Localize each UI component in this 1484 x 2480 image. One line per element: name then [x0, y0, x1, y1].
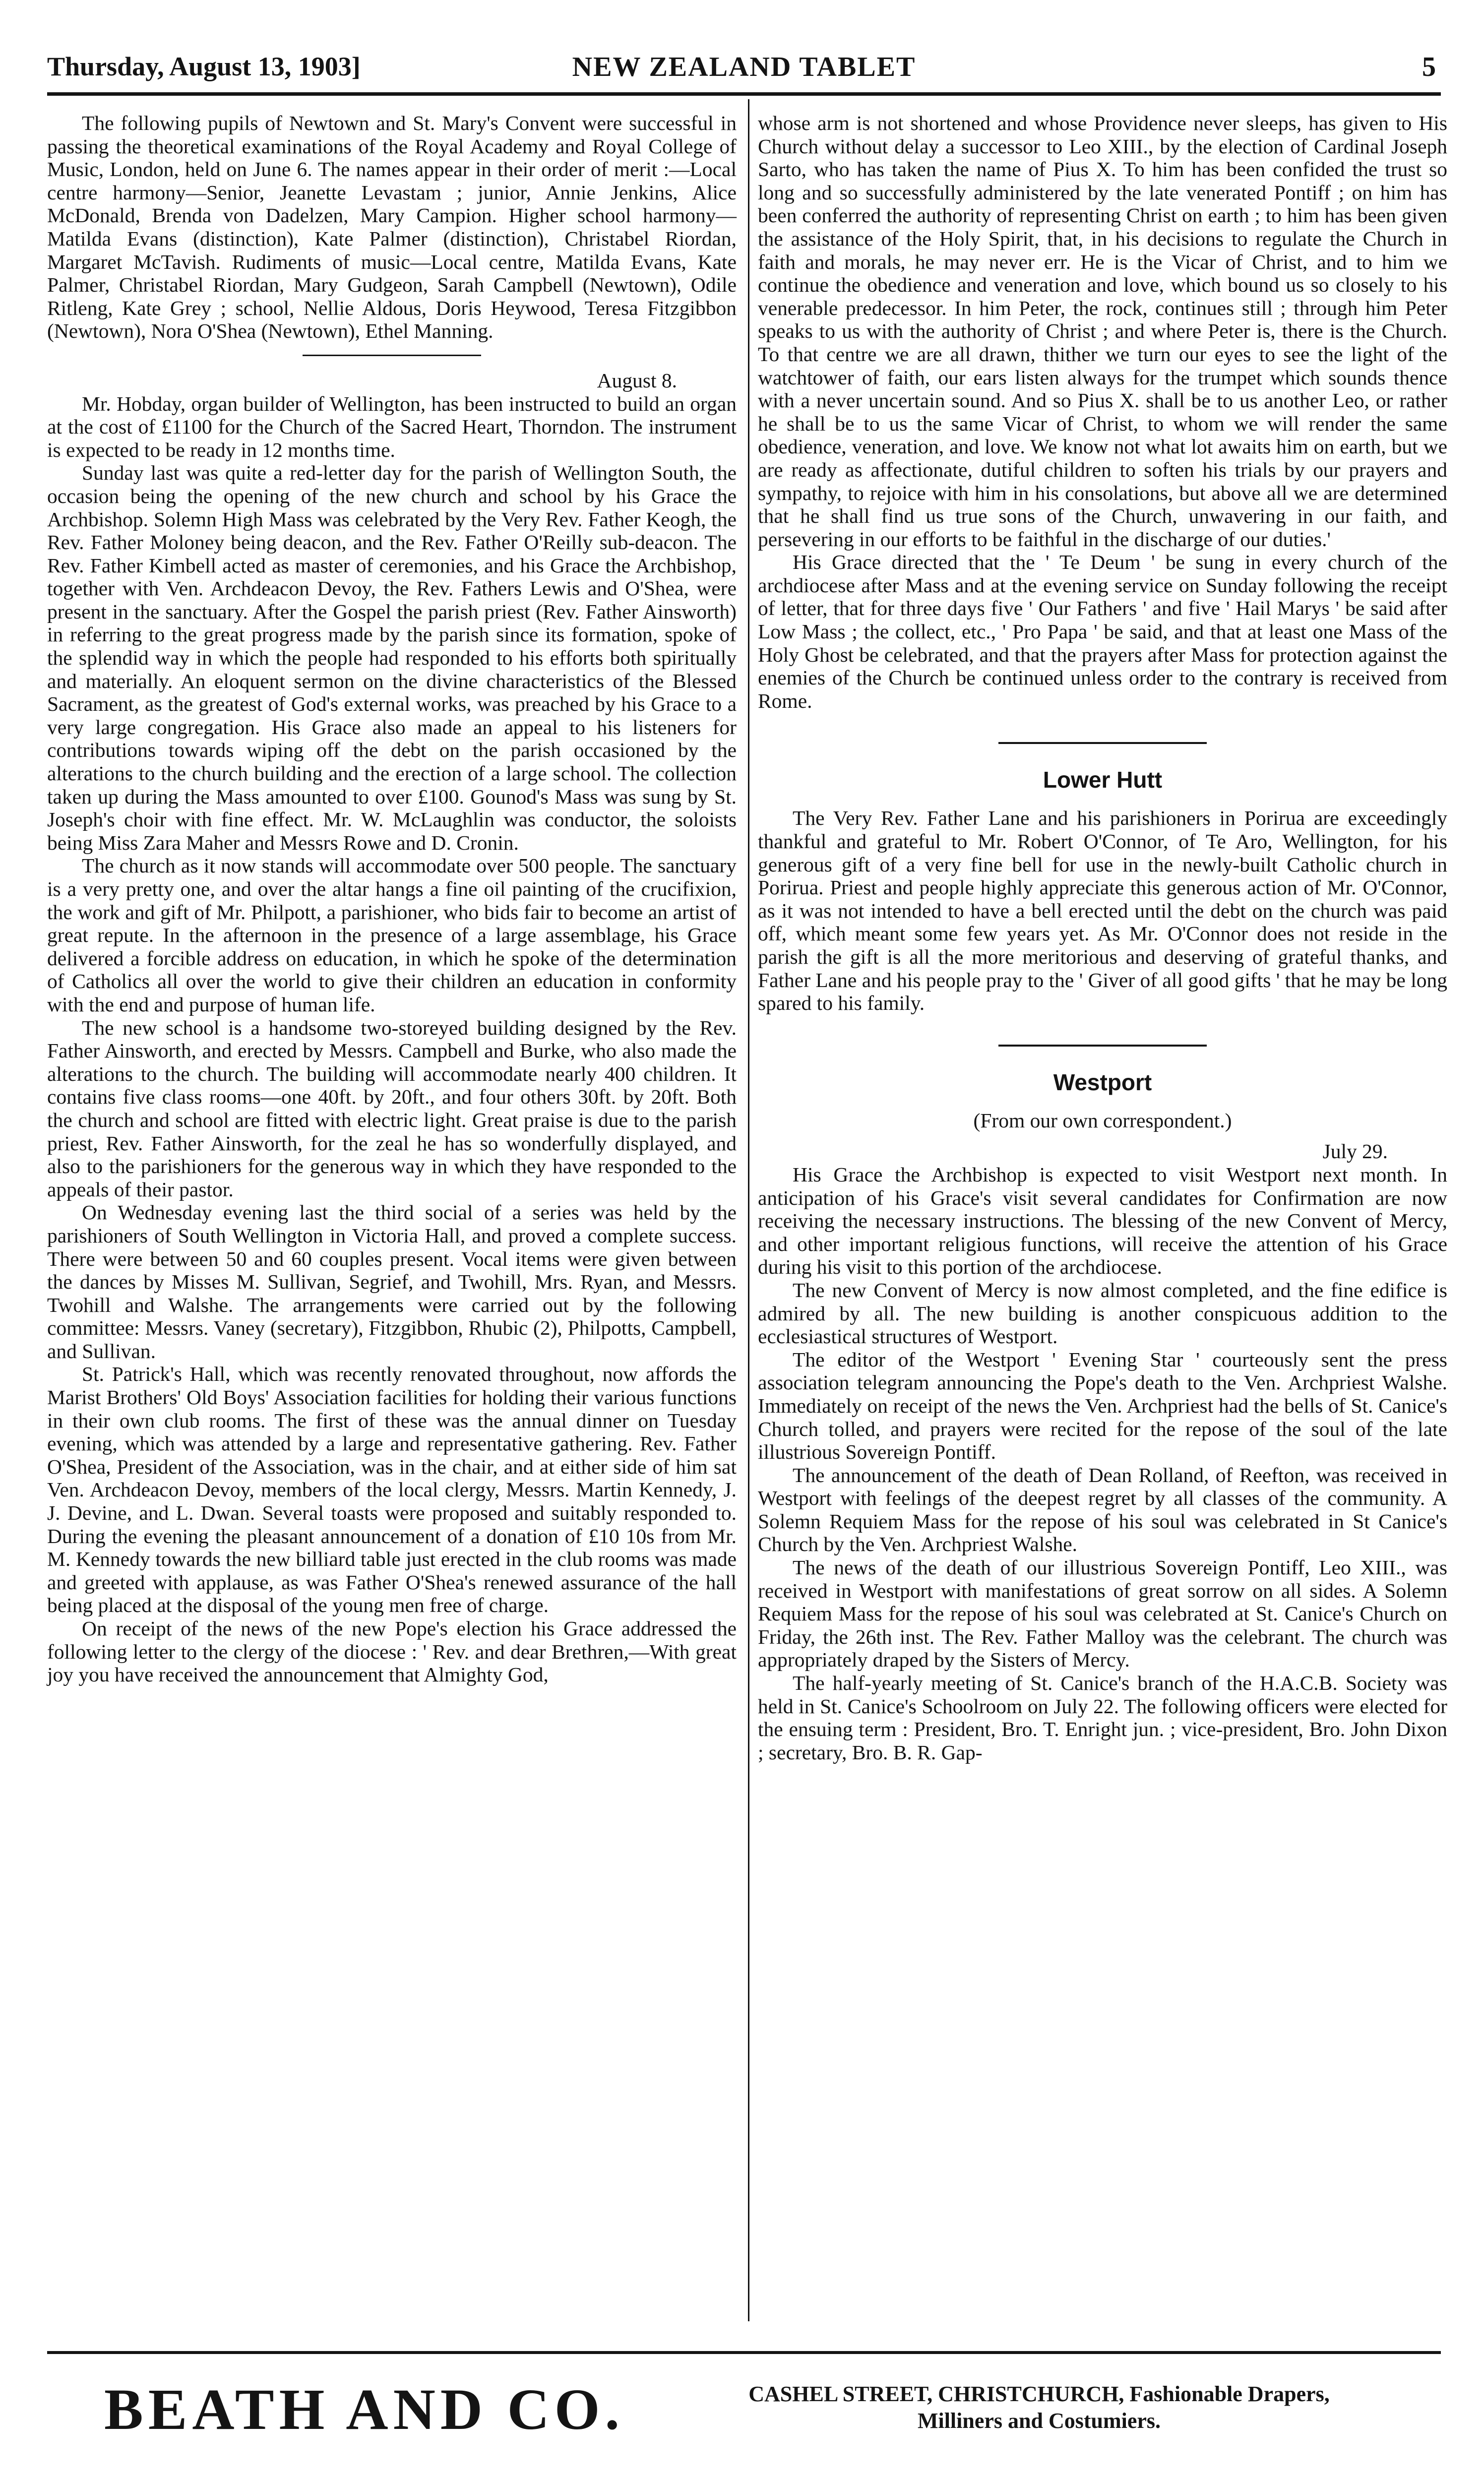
- right-column: [758, 112, 1447, 1764]
- article-paragraph: His Grace directed that the ' Te Deum ' be sung in every church of the archdiocese after Mass and at the evening service on Sunday following the receipt of letter, that for three days five ' Our Fathers ' and five ' Hail Marys ' be said after Low Mass ; the collect, etc., ' Pro Papa ' be said, and that at least one Mass of the Holy Ghost be celebrated, and that the prayers after Mass for protection against the enemies of the Church be continued unless order to the contrary is received from Rome.: [758, 551, 1447, 712]
- column-divider: [748, 99, 749, 2321]
- page-number: 5: [1422, 52, 1436, 82]
- article-paragraph: The half-yearly meeting of St. Canice's branch of the H.A.C.B. Society was held in St. Canice's Schoolroom on July 22. The following officers were elected for the ensuing term : President, Bro. T. Enright jun. ; vice-president, Bro. John Dixon ; secretary, Bro. B. R. Gap-: [758, 1672, 1447, 1764]
- article-paragraph: The news of the death of our illustrious Sovereign Pontiff, Leo XIII., was received in Westport with manifestations of great sorrow on all sides. A Solemn Requiem Mass for the repose of his soul was celebrated at St. Canice's Church on Friday, the 26th inst. The Rev. Father Malloy was the celebrant. The church was appropriately draped by the Sisters of Mercy.: [758, 1556, 1447, 1672]
- article-paragraph: The editor of the Westport ' Evening Star ' courteously sent the press association telegram announcing the Pope's death to the Ven. Archpriest Walshe. Immediately on receipt of the news the Ven. Archpriest had the bells of St. Canice's Church tolled, and prayers were recited for the repose of the soul of the late illustrious Sovereign Pontiff.: [758, 1348, 1447, 1464]
- issue-date: Thursday, August 13, 1903]: [47, 52, 361, 81]
- section-heading-lower-hutt: Lower Hutt: [1043, 767, 1163, 793]
- article-paragraph: His Grace the Archbishop is expected to visit Westport next month. In anticipation of his Grace's visit several candidates for Confirmation are now receiving the necessary instructions. The blessing of the new Convent of Mercy, and other important religious functions, will receive the attention of his Grace during his visit to this portion of the archdiocese.: [758, 1163, 1447, 1279]
- article-paragraph: The following pupils of Newtown and St. Mary's Convent were successful in passing the theoretical examinations of the Royal Academy and Royal College of Music, London, held on June 6. The names appear in their order of merit :—Local centre harmony—Senior, Jeanette Levastam ; junior, Annie Jenkins, Alice McDonald, Brenda von Dadelzen, Mary Campion. Higher school harmony—Matilda Evans (distinction), Kate Palmer (distinction), Christabel Riordan, Margaret McTavish. Rudiments of music—Local centre, Matilda Evans, Kate Palmer, Christabel Riordan, Mary Gudgeon, Sarah Campbell (Newtown), Odile Ritleng, Kate Grey ; school, Nellie Aldous, Doris Heywood, Teresa Fitzgibbon (Newtown), Nora O'Shea (Newtown), Ethel Manning.: [47, 112, 737, 343]
- advertiser-details: [692, 2381, 1386, 2434]
- publication-title: NEW ZEALAND TABLET: [572, 52, 916, 82]
- advertiser-address: CASHEL STREET, CHRISTCHURCH, Fashionable Drapers,: [748, 2382, 1330, 2406]
- correspondent-note: (From our own correspondent.): [973, 1109, 1232, 1132]
- section-heading-westport: Westport: [1053, 1069, 1152, 1095]
- section-divider: [998, 742, 1207, 744]
- header-rule: [47, 92, 1441, 96]
- article-paragraph: St. Patrick's Hall, which was recently renovated throughout, now affords the Marist Brothers' Old Boys' Association facilities for holding their various functions in their own club rooms. The first of these was the annual dinner on Tuesday evening, which was attended by a large and representative gathering. Rev. Father O'Shea, President of the Association, was in the chair, and at either side of him sat Ven. Archdeacon Devoy, members of the local clergy, Messrs. Martin Kennedy, J. J. Devine, and L. Dwan. Several toasts were proposed and suitably responded to. During the evening the pleasant announcement of a donation of £10 10s from Mr. M. Kennedy towards the new billiard table just erected in the club rooms was made and greeted with applause, as was Father O'Shea's renewed assurance of the hall being placed at the disposal of the young men free of charge.: [47, 1363, 737, 1617]
- dateline: August 8.: [597, 369, 677, 392]
- page-header: [47, 47, 1441, 92]
- footer-rule: [47, 2351, 1441, 2354]
- article-paragraph: The church as it now stands will accommodate over 500 people. The sanctuary is a very pretty one, and over the altar hangs a fine oil painting of the crucifixion, the work and gift of Mr. Philpott, a parishioner, who bids fair to become an artist of great repute. In the afternoon in the presence of a large assemblage, his Grace delivered a forcible address on education, in which he spoke of the determination of Catholics all over the world to give their children an education in conformity with the end and purpose of human life.: [47, 854, 737, 1016]
- article-paragraph: On receipt of the news of the new Pope's election his Grace addressed the following letter to the clergy of the diocese : ' Rev. and dear Brethren,—With great joy you have received the announcement that Almighty God,: [47, 1617, 737, 1686]
- advertiser-name: BEATH AND CO.: [104, 2377, 624, 2442]
- article-paragraph: On Wednesday evening last the third social of a series was held by the parishioners of South Wellington in Victoria Hall, and proved a complete success. There were between 50 and 60 couples present. Vocal items were given between the dances by Misses M. Sullivan, Segrief, and Twohill, Mrs. Ryan, and Messrs. Twohill and Walshe. The arrangements were carried out by the following committee: Messrs. Vaney (secretary), Fitzgibbon, Rhubic (2), Philpotts, Campbell, and Sullivan.: [47, 1201, 737, 1363]
- article-paragraph: The announcement of the death of Dean Rolland, of Reefton, was received in Westport with feelings of the deepest regret by all classes of the community. A Solemn Requiem Mass for the repose of his soul was celebrated in St Canice's Church by the Ven. Archpriest Walshe.: [758, 1463, 1447, 1556]
- article-paragraph: The new Convent of Mercy is now almost completed, and the fine edifice is admired by all. The new building is another conspicuous addition to the ecclesiastical structures of Westport.: [758, 1278, 1447, 1348]
- section-divider: [303, 355, 481, 356]
- section-divider: [998, 1045, 1207, 1047]
- advertiser-trade: Milliners and Costumiers.: [917, 2409, 1161, 2433]
- article-paragraph: Mr. Hobday, organ builder of Wellington, has been instructed to build an organ at the cost of £1100 for the Church of the Sacred Heart, Thorndon. The instrument is expected to be ready in 12 months time.: [47, 392, 737, 461]
- article-paragraph: The Very Rev. Father Lane and his parishioners in Porirua are exceedingly thankful and grateful to Mr. Robert O'Connor, of Te Aro, Wellington, for his generous gift of a very fine bell for use in the newly-built Catholic church in Porirua. Priest and people highly appreciate this generous action of Mr. O'Connor, as it was not intended to have a bell erected until the debt on the church was paid off, which meant some few years yet. As Mr. O'Connor does not reside in the parish the gift is all the more meritorious and deserving of grateful thanks, and Father Lane and his people pray to the ' Giver of all good gifts ' that he may be long spared to his family.: [758, 806, 1447, 1015]
- dateline: July 29.: [1322, 1140, 1388, 1163]
- article-paragraph: Sunday last was quite a red-letter day for the parish of Wellington South, the occasion being the opening of the new church and school by his Grace the Archbishop. Solemn High Mass was celebrated by the Very Rev. Father Keogh, the Rev. Father Moloney being deacon, and the Rev. Father O'Reilly sub-deacon. The Rev. Father Kimbell acted as master of ceremonies, and his Grace the Archbishop, together with Ven. Archdeacon Devoy, the Rev. Fathers Lewis and O'Shea, were present in the sanctuary. After the Gospel the parish priest (Rev. Father Ainsworth) in referring to the great progress made by the parish since its formation, spoke of the splendid way in which the people had responded to his efforts both spiritually and materially. An eloquent sermon on the divine characteristics of the Blessed Sacrament, as the greatest of God's external works, was preached by his Grace to a very large congregation. His Grace also made an appeal to his listeners for contributions towards wiping off the debt on the parish occasioned by the alterations to the church building and the erection of a large school. The collection taken up during the Mass amounted to over £100. Gounod's Mass was sung by St. Joseph's choir with fine effect. Mr. W. McLaughlin was conductor, the soloists being Miss Zara Maher and Messrs Rowe and D. Cronin.: [47, 461, 737, 854]
- article-paragraph: The new school is a handsome two-storeyed building designed by the Rev. Father Ainsworth, and erected by Messrs. Campbell and Burke, who also made the alterations to the church. The building will accommodate nearly 400 children. It contains five class rooms—one 40ft. by 20ft., and four others 30ft. by 20ft. Both the church and school are fitted with electric light. Great praise is due to the parish priest, Rev. Father Ainsworth, for the zeal he has so wonderfully displayed, and also to the parishioners for the generous way in which they have responded to the appeals of their pastor.: [47, 1016, 737, 1201]
- article-paragraph: whose arm is not shortened and whose Providence never sleeps, has given to His Church without delay a successor to Leo XIII., by the election of Cardinal Joseph Sarto, who has taken the name of Pius X. To him has been confided the trust so long and so successfully administered by the late venerated Pontiff ; on him has been conferred the authority of representing Christ on earth ; to him has been given the assistance of the Holy Spirit, that, in his decisions to regulate the Church in faith and morals, he may never err. He is the Vicar of Christ, and to him we continue the obedience and veneration and love, which bound us so closely to his venerable predecessor. In him Peter, the rock, continues still ; through him Peter speaks to us with the authority of Christ ; and where Peter is, there is the Church. To that centre we are all drawn, thither we turn our eyes to see the light of the watchtower of faith, our ears listen always for the trumpet which sounds thence with a never uncertain sound. And so Pius X. shall be to us another Leo, or rather he shall be to us the same Vicar of Christ, to whom we will render the same obedience, veneration, and love. We know not what lot awaits him on earth, but we are ready as affectionate, dutiful children to soften his trials by our prayers and sympathy, to rejoice with him in his consolations, but above all we are determined that he shall find us true sons of the Church, unwavering in our faith, and persevering in our efforts to be faithful in the discharge of our duties.': [758, 112, 1447, 551]
- left-column: [47, 112, 737, 1686]
